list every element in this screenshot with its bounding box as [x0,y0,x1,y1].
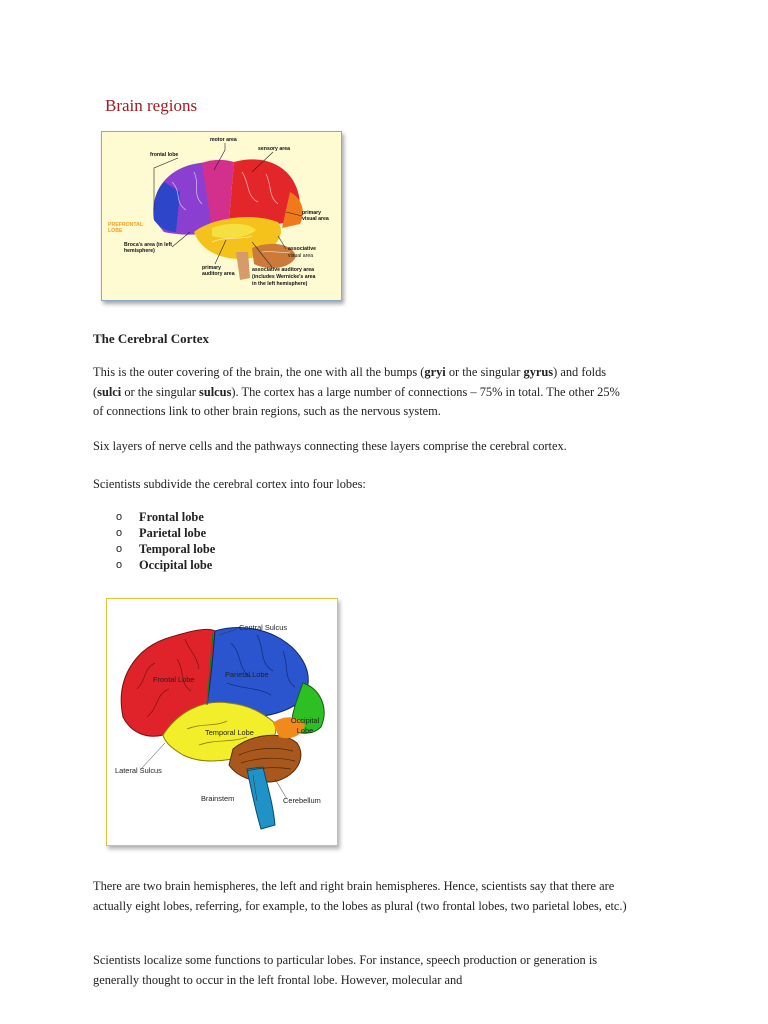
brainstem-region [236,252,250,280]
associative-auditory-label-2: (includes Wernicke's area [252,274,316,280]
lateral-sulcus-label: Lateral Sulcus [115,766,162,775]
frontal-lobe-label: Frontal Lobe [153,675,195,684]
temporal-lobe-label: Temporal Lobe [205,728,254,737]
frontal-lobe-label: frontal lobe [150,152,179,158]
paragraph-cortex-description: This is the outer covering of the brain, the one with all the bumps (gryi or the singular gyrus) and folds (sulci or the singular sulcus). The cortex has a large number of connections – 75% in total. The other 25% of connections link to other brain regions, such as the nervous system. [93,365,620,418]
central-sulcus-label: Central Sulcus [239,623,288,632]
brainstem-label: Brainstem [201,794,235,803]
brain-lobes-figure [106,598,338,846]
bullet-icon: o [116,527,123,539]
bullet-icon: o [116,543,123,555]
bullet-icon: o [116,559,123,571]
lobe-list [116,509,215,573]
motor-area-label: motor area [210,137,237,143]
list-item: o Frontal lobe [116,510,204,524]
section-heading-cerebral-cortex: The Cerebral Cortex [93,331,210,346]
bullet-icon: o [116,511,123,523]
prefrontal-lobe-label-2: LOBE [108,228,123,234]
associative-visual-label-1: associative [288,246,316,252]
sensory-area-label: sensory area [258,146,291,152]
prefrontal-lobe-label-1: PREFRONTAL [108,222,144,228]
associative-auditory-label-1: associative auditory area [252,267,314,273]
brain-regions-figure [101,131,342,301]
associative-visual-label-2: visual area [288,253,314,259]
paragraph-lobe-functions: Scientists localize some functions to particular lobes. For instance, speech production or generation is generally thought to occur in the left frontal lobe. However, molecular and [93,953,598,987]
primary-visual-label-1: primary [302,210,322,216]
list-item: o Temporal lobe [116,542,216,556]
primary-visual-label-2: visual area [302,216,329,222]
parietal-lobe-label: Parietal Lobe [225,670,269,679]
page-title: Brain regions [105,96,198,115]
occipital-lobe-label-1: Occipital [290,716,320,725]
paragraph-hemispheres: There are two brain hemispheres, the left and right brain hemispheres. Hence, scientists say that there are actually eight lobes, referring, for example, to the lobes as plural (two frontal lobes, two parietal lobes, etc.) [93,879,627,913]
occipital-lobe-label-2: Lobe [296,726,314,735]
brocas-area-label-2: hemisphere) [124,248,155,254]
list-item: o Parietal lobe [116,526,207,540]
cerebellum-label: Cerebellum [283,796,321,805]
associative-auditory-label-3: in the left hemisphere) [252,281,308,287]
primary-auditory-label-1: primary [202,265,222,271]
primary-auditory-label-2: auditory area [202,271,235,277]
brocas-area-label-1: Broca's area (in left [124,242,172,248]
paragraph-four-lobes-intro: Scientists subdivide the cerebral cortex into four lobes: [93,477,366,491]
paragraph-cortex-layers: Six layers of nerve cells and the pathways connecting these layers comprise the cerebral cortex. [93,439,567,453]
list-item: o Occipital lobe [116,558,213,572]
